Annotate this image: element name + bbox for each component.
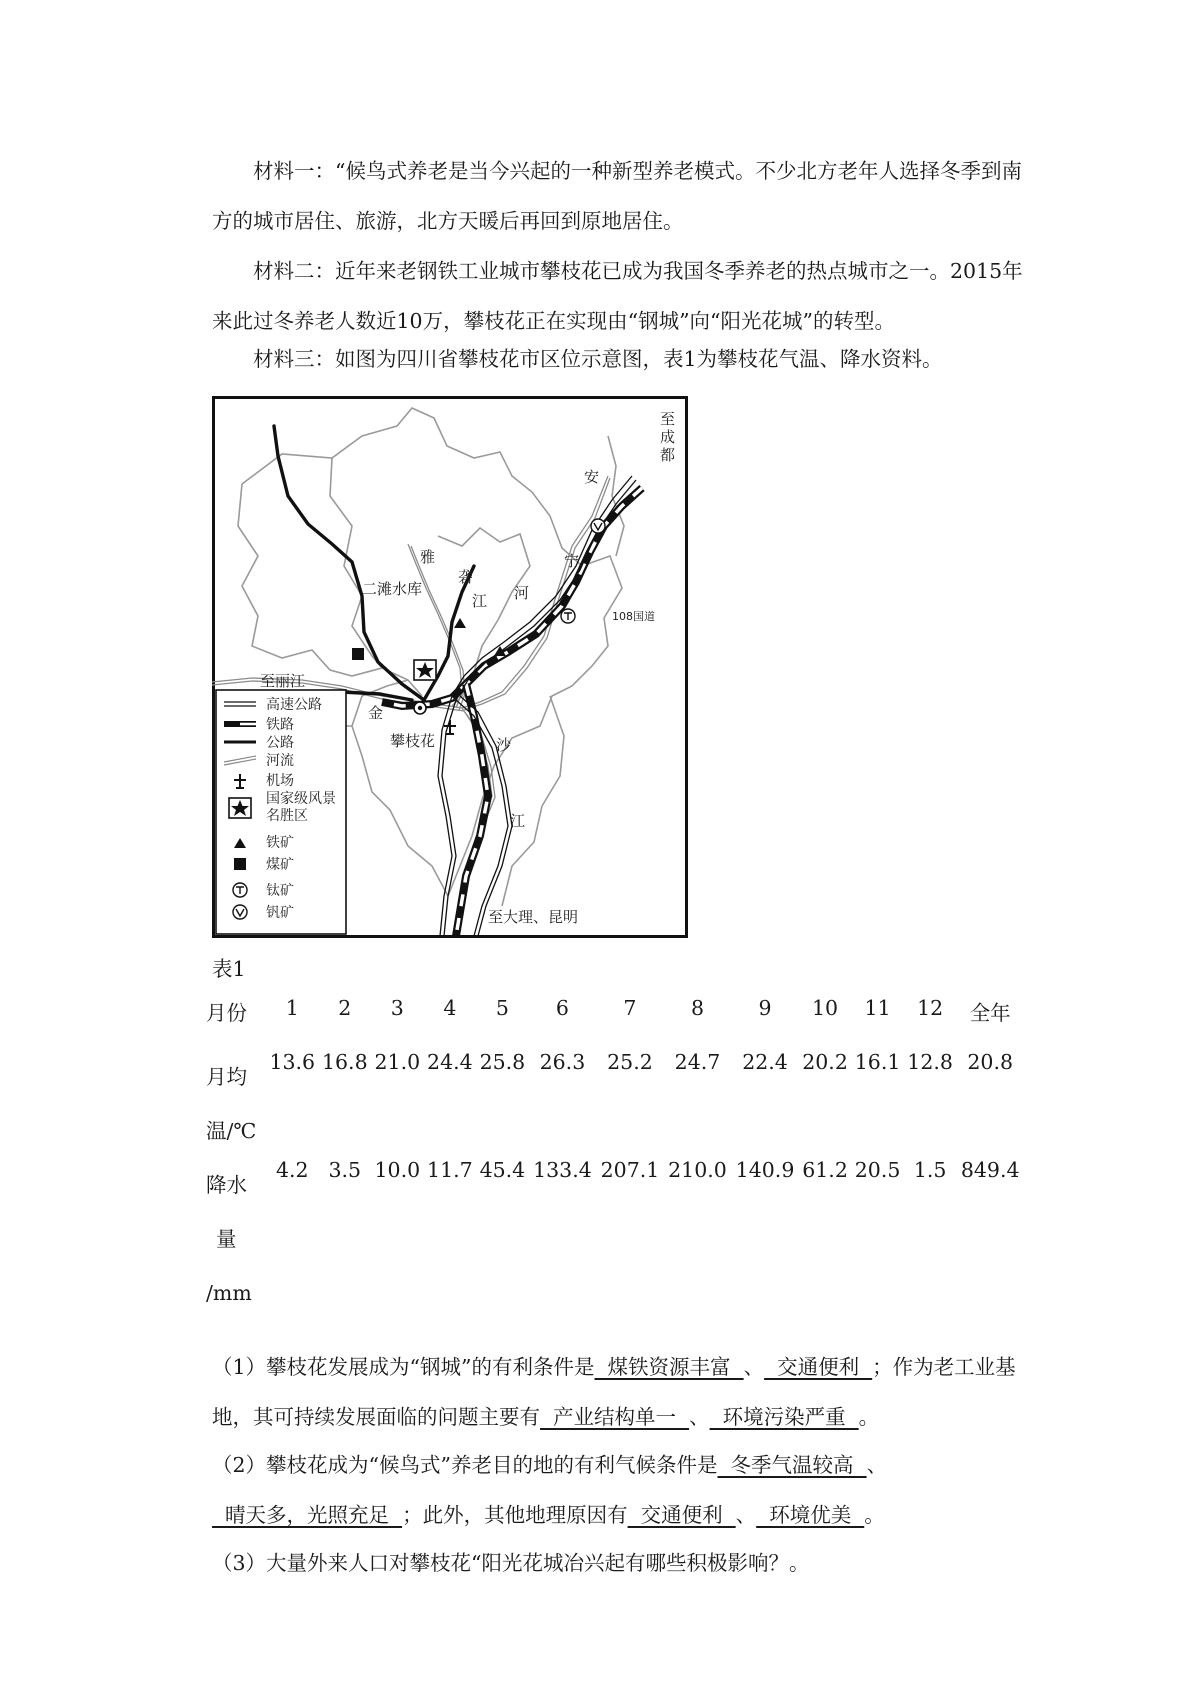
- precipitation-cell: 4.2: [275, 1158, 309, 1182]
- legend-label: 公路: [266, 735, 294, 751]
- temperature-cell: 24.7: [674, 1050, 721, 1074]
- label-long: 砻: [458, 568, 474, 586]
- row-header: [206, 1158, 266, 1320]
- months-cell: 11: [864, 996, 891, 1020]
- label-jin: 金: [368, 704, 384, 722]
- question-text: ；此外，其他地理原因有: [402, 1503, 628, 1527]
- months-cell: 9: [758, 996, 772, 1020]
- label-sha: 沙: [496, 736, 512, 754]
- table-caption: 表1: [212, 957, 246, 981]
- precipitation-cell: 11.7: [427, 1158, 473, 1182]
- months-cell: 1: [285, 996, 299, 1020]
- temperature-cell: 26.3: [539, 1050, 586, 1074]
- label-ertan-reservoir: 二滩水库: [362, 580, 423, 598]
- label-an: 安: [584, 468, 600, 486]
- legend-label: 煤矿: [266, 857, 294, 873]
- separator: 、: [743, 1355, 765, 1379]
- months-cell: 7: [623, 996, 637, 1020]
- panzhihua-location-map: [212, 396, 688, 938]
- temperature-cell: 13.6: [269, 1050, 316, 1074]
- label-jiang-yalong: 江: [472, 592, 488, 610]
- answer-blank: 环境污染严重: [709, 1405, 859, 1429]
- temperature-cell: 16.1: [854, 1050, 901, 1074]
- precipitation-cell: 20.5: [854, 1158, 901, 1182]
- material-three: 材料三：如图为四川省攀枝花市区位示意图，表1为攀枝花气温、降水资料。: [253, 347, 943, 371]
- months-cell: 6: [555, 996, 569, 1020]
- question-text: （2）攀枝花成为“候鸟式”养老目的地的有利气候条件是: [212, 1453, 718, 1477]
- precipitation-cell: 3.5: [328, 1158, 362, 1182]
- precipitation-cell: 140.9: [735, 1158, 795, 1182]
- label-g108: 108国道: [612, 610, 655, 623]
- months-cell: 3: [390, 996, 404, 1020]
- legend-label: 铁路: [266, 717, 294, 733]
- label-ning: 宁: [564, 552, 580, 570]
- temperature-cell: 12.8: [907, 1050, 953, 1074]
- months-cell: 2: [338, 996, 352, 1020]
- legend-label: 铁矿: [266, 835, 294, 851]
- separator: 、: [866, 1453, 888, 1477]
- months-cell: 12: [917, 996, 944, 1020]
- legend-label: 机场: [266, 773, 294, 789]
- temperature-cell: 20.2: [802, 1050, 848, 1074]
- label-jiang-jinsha: 江: [510, 812, 526, 830]
- row-header-line: 月均: [206, 1065, 247, 1089]
- map-legend: [216, 690, 346, 934]
- answer-blank: 交通便利: [764, 1355, 873, 1379]
- answer-blank: 交通便利: [627, 1503, 736, 1527]
- temperature-cell: 22.4: [742, 1050, 788, 1074]
- row-header-line: 降水: [206, 1173, 247, 1197]
- temperature-cell: 16.8: [321, 1050, 368, 1074]
- answer-blank: 晴天多，光照充足: [212, 1503, 403, 1527]
- temperature-cell: 25.8: [479, 1050, 526, 1074]
- vanadium-mine-icon: [591, 519, 605, 533]
- temperature-cell: 24.4: [427, 1050, 473, 1074]
- label-to-lijiang: 至丽江: [260, 672, 306, 690]
- answer-blank: 产业结构单一: [540, 1405, 690, 1429]
- legend-vanadium-icon: [233, 905, 247, 919]
- city-marker-icon: [414, 702, 426, 714]
- precipitation-cell: 10.0: [374, 1158, 421, 1182]
- precipitation-cell: 849.4: [960, 1158, 1020, 1182]
- table-row: [206, 996, 1024, 1050]
- precipitation-cell: 61.2: [802, 1158, 848, 1182]
- legend-label: 钒矿: [266, 905, 294, 921]
- precipitation-cell: 1.5: [913, 1158, 947, 1182]
- months-cell: 4: [443, 996, 457, 1020]
- separator: 、: [735, 1503, 757, 1527]
- label-he: 河: [514, 584, 530, 602]
- table-row: [206, 1158, 1024, 1320]
- question-text: （1）攀枝花发展成为“钢城”的有利条件是: [212, 1355, 595, 1379]
- legend-coal-icon: [234, 858, 246, 870]
- answer-blank: 冬季气温较高: [717, 1453, 867, 1477]
- table-row: [206, 1050, 1024, 1158]
- row-header: [206, 1050, 266, 1158]
- legend-titanium-icon: [233, 883, 247, 897]
- precipitation-cell: 133.4: [533, 1158, 592, 1182]
- answer-blank: 环境优美: [756, 1503, 865, 1527]
- separator: 。: [858, 1405, 880, 1429]
- label-to-dali: 至大理、昆明: [488, 908, 579, 926]
- material-two: 材料二：近年来老钢铁工业城市攀枝花已成为我国冬季养老的热点城市之一。2015年来此过冬养老人数近10万，攀枝花正在实现由“钢城”向“阳光花城”的转型。: [212, 259, 1023, 333]
- label-ya: 雅: [420, 548, 436, 566]
- row-header-line: 温/℃: [206, 1119, 257, 1143]
- material-one: 材料一：“候鸟式养老是当今兴起的一种新型养老模式。不少北方老年人选择冬季到南方的城市居住、旅游，北方天暖后再回到原地居住。: [212, 159, 1022, 233]
- question-3: （3）大量外来人口对攀枝花“阳光花城冶兴起有哪些积极影响？。: [212, 1551, 810, 1575]
- question-1: [212, 1342, 1024, 1442]
- temperature-cell: 25.2: [607, 1050, 653, 1074]
- legend-label: 钛矿: [266, 883, 294, 899]
- question-2: [212, 1440, 1024, 1540]
- row-header-line: /mm: [206, 1281, 252, 1305]
- precipitation-cell: 207.1: [600, 1158, 660, 1182]
- months-cell: 全年: [969, 1001, 1011, 1025]
- answer-blank: 煤铁资源丰富: [594, 1355, 744, 1379]
- legend-label: 河流: [266, 753, 294, 769]
- row-header-line: 量: [216, 1227, 237, 1251]
- legend-label: 高速公路: [266, 697, 322, 713]
- climate-table: [206, 996, 1024, 1320]
- months-cell: 5: [495, 996, 509, 1020]
- scenic-area-icon: [414, 660, 436, 680]
- temperature-cell: 20.8: [967, 1050, 1014, 1074]
- temperature-cell: 21.0: [374, 1050, 421, 1074]
- legend-label-line: 名胜区: [266, 808, 308, 824]
- coal-mine-icon: [352, 648, 364, 660]
- titanium-mine-icon: [561, 609, 575, 623]
- separator: 、: [689, 1405, 710, 1429]
- row-header: 月份: [206, 1001, 247, 1025]
- label-to-chengdu: 至成都: [660, 410, 676, 464]
- label-panzhihua: 攀枝花: [390, 732, 436, 750]
- precipitation-cell: 45.4: [479, 1158, 526, 1182]
- question-text: ；作为老工业基地，其可持续发展面临的问题主要有: [212, 1355, 1016, 1429]
- legend-scenic-icon: [229, 798, 251, 818]
- legend-label-line: 国家级风景: [266, 791, 336, 807]
- separator: 。: [864, 1503, 885, 1527]
- months-cell: 8: [690, 996, 704, 1020]
- precipitation-cell: 210.0: [668, 1158, 727, 1182]
- months-cell: 10: [812, 996, 839, 1020]
